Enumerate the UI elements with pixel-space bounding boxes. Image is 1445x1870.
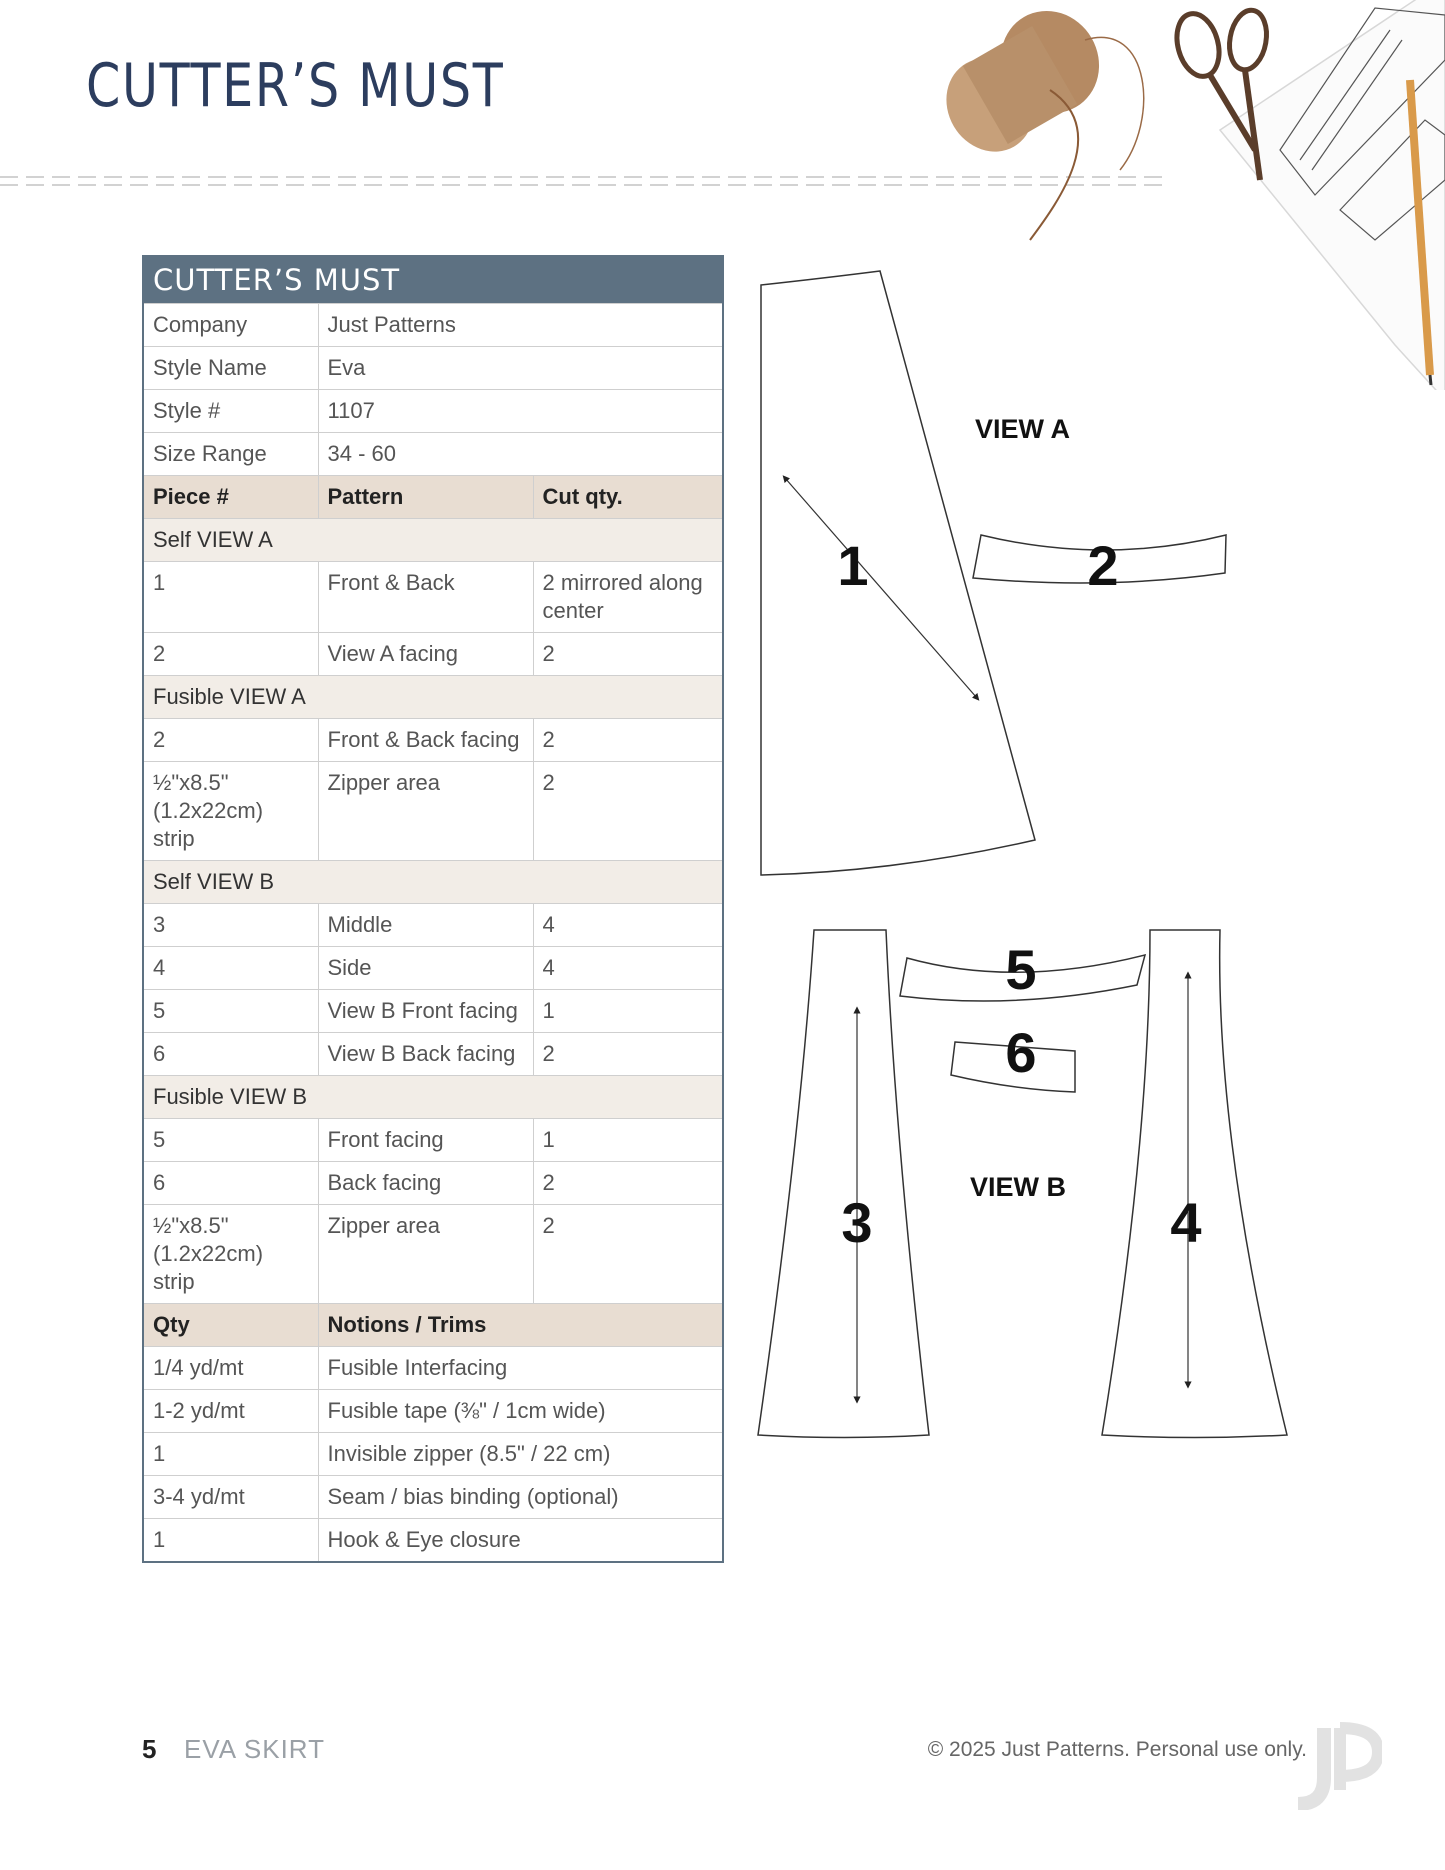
pattern-name: Front & Back xyxy=(318,562,533,633)
info-value: Just Patterns xyxy=(318,304,723,347)
pattern-name: Front & Back facing xyxy=(318,719,533,762)
notions-row xyxy=(143,1347,723,1390)
notions-row xyxy=(143,1433,723,1476)
notion-name: Hook & Eye closure xyxy=(318,1519,723,1563)
pattern-piece-3 xyxy=(758,930,929,1438)
table-row xyxy=(143,990,723,1033)
cut-qty: 4 xyxy=(533,947,723,990)
pattern-name: View B Front facing xyxy=(318,990,533,1033)
table-row xyxy=(143,562,723,633)
cut-qty: 1 xyxy=(533,1119,723,1162)
scissors-image xyxy=(1170,7,1271,180)
piece-number-label: 1 xyxy=(837,534,869,597)
footer-doc-title: EVA SKIRT xyxy=(184,1734,325,1764)
notion-name: Fusible Interfacing xyxy=(318,1347,723,1390)
table-row xyxy=(143,719,723,762)
table-row xyxy=(143,947,723,990)
cut-qty: 2 xyxy=(533,1205,723,1304)
piece-number: 3 xyxy=(143,904,318,947)
info-value: Eva xyxy=(318,347,723,390)
notion-qty: 1-2 yd/mt xyxy=(143,1390,318,1433)
pattern-name: View A facing xyxy=(318,633,533,676)
piece-number-label: 3 xyxy=(841,1191,873,1254)
cut-qty: 1 xyxy=(533,990,723,1033)
notion-qty: 3-4 yd/mt xyxy=(143,1476,318,1519)
cutters-must-table xyxy=(142,255,724,1563)
piece-number: 6 xyxy=(143,1033,318,1076)
notion-name: Invisible zipper (8.5" / 22 cm) xyxy=(318,1433,723,1476)
table-title-row xyxy=(143,256,723,304)
piece-number: 2 xyxy=(143,633,318,676)
column-header: Piece # xyxy=(143,476,318,519)
notion-name: Seam / bias binding (optional) xyxy=(318,1476,723,1519)
piece-number-label: 4 xyxy=(1170,1191,1202,1254)
jp-logo-icon xyxy=(1282,1720,1382,1810)
pattern-piece-1 xyxy=(761,271,1035,875)
piece-number: 2 xyxy=(143,719,318,762)
piece-number: 4 xyxy=(143,947,318,990)
piece-number: 6 xyxy=(143,1162,318,1205)
pattern-name: Zipper area xyxy=(318,1205,533,1304)
pattern-name: Zipper area xyxy=(318,762,533,861)
section-title: Fusible VIEW B xyxy=(143,1076,723,1119)
cut-qty: 2 xyxy=(533,1162,723,1205)
section-title: Self VIEW A xyxy=(143,519,723,562)
section-row xyxy=(143,676,723,719)
cut-qty: 2 mirrored along center xyxy=(533,562,723,633)
pattern-pieces-diagram xyxy=(745,260,1305,1540)
info-row xyxy=(143,390,723,433)
info-label: Company xyxy=(143,304,318,347)
piece-number: ½"x8.5" (1.2x22cm) strip xyxy=(143,1205,318,1304)
column-header: Cut qty. xyxy=(533,476,723,519)
piece-number-label: 2 xyxy=(1087,534,1119,597)
section-row xyxy=(143,519,723,562)
column-header: Qty xyxy=(143,1304,318,1347)
piece-number: 1 xyxy=(143,562,318,633)
notion-name: Fusible tape (⅜" / 1cm wide) xyxy=(318,1390,723,1433)
table-title: CUTTER’S MUST xyxy=(143,256,723,304)
piece-number-label: 6 xyxy=(1005,1021,1037,1084)
pattern-name: Side xyxy=(318,947,533,990)
notion-qty: 1/4 yd/mt xyxy=(143,1347,318,1390)
notions-row xyxy=(143,1519,723,1563)
table-row xyxy=(143,1162,723,1205)
page-title: CUTTER’S MUST xyxy=(86,51,505,121)
cut-qty: 2 xyxy=(533,1033,723,1076)
table-row xyxy=(143,1119,723,1162)
view-b-label: VIEW B xyxy=(970,1172,1067,1202)
piece-number: ½"x8.5" (1.2x22cm) strip xyxy=(143,762,318,861)
info-label: Style # xyxy=(143,390,318,433)
table-row xyxy=(143,1033,723,1076)
cut-qty: 2 xyxy=(533,633,723,676)
notions-row xyxy=(143,1476,723,1519)
section-title: Fusible VIEW A xyxy=(143,676,723,719)
grainline-arrow xyxy=(785,478,977,698)
table-row xyxy=(143,904,723,947)
info-row xyxy=(143,433,723,476)
piece-number-label: 5 xyxy=(1005,938,1037,1001)
pattern-name: Middle xyxy=(318,904,533,947)
notion-qty: 1 xyxy=(143,1433,318,1476)
piece-number: 5 xyxy=(143,1119,318,1162)
pattern-name: View B Back facing xyxy=(318,1033,533,1076)
view-a-label: VIEW A xyxy=(975,414,1071,444)
pattern-name: Back facing xyxy=(318,1162,533,1205)
info-value: 34 - 60 xyxy=(318,433,723,476)
piece-number: 5 xyxy=(143,990,318,1033)
section-row xyxy=(143,861,723,904)
page-number: 5 xyxy=(142,1734,157,1764)
pieces-header-row xyxy=(143,476,723,519)
column-header: Notions / Trims xyxy=(318,1304,723,1347)
table-row xyxy=(143,1205,723,1304)
pattern-piece-4 xyxy=(1102,930,1287,1438)
info-row xyxy=(143,347,723,390)
copyright-notice: © 2025 Just Patterns. Personal use only. xyxy=(927,1738,1307,1761)
column-header: Pattern xyxy=(318,476,533,519)
notions-row xyxy=(143,1390,723,1433)
section-title: Self VIEW B xyxy=(143,861,723,904)
cut-qty: 2 xyxy=(533,719,723,762)
section-row xyxy=(143,1076,723,1119)
pattern-name: Front facing xyxy=(318,1119,533,1162)
notion-qty: 1 xyxy=(143,1519,318,1563)
info-label: Size Range xyxy=(143,433,318,476)
thread-spool-image xyxy=(930,0,1144,240)
notions-header-row xyxy=(143,1304,723,1347)
cut-qty: 4 xyxy=(533,904,723,947)
info-label: Style Name xyxy=(143,347,318,390)
table-row xyxy=(143,762,723,861)
cut-qty: 2 xyxy=(533,762,723,861)
info-row xyxy=(143,304,723,347)
info-value: 1107 xyxy=(318,390,723,433)
table-row xyxy=(143,633,723,676)
